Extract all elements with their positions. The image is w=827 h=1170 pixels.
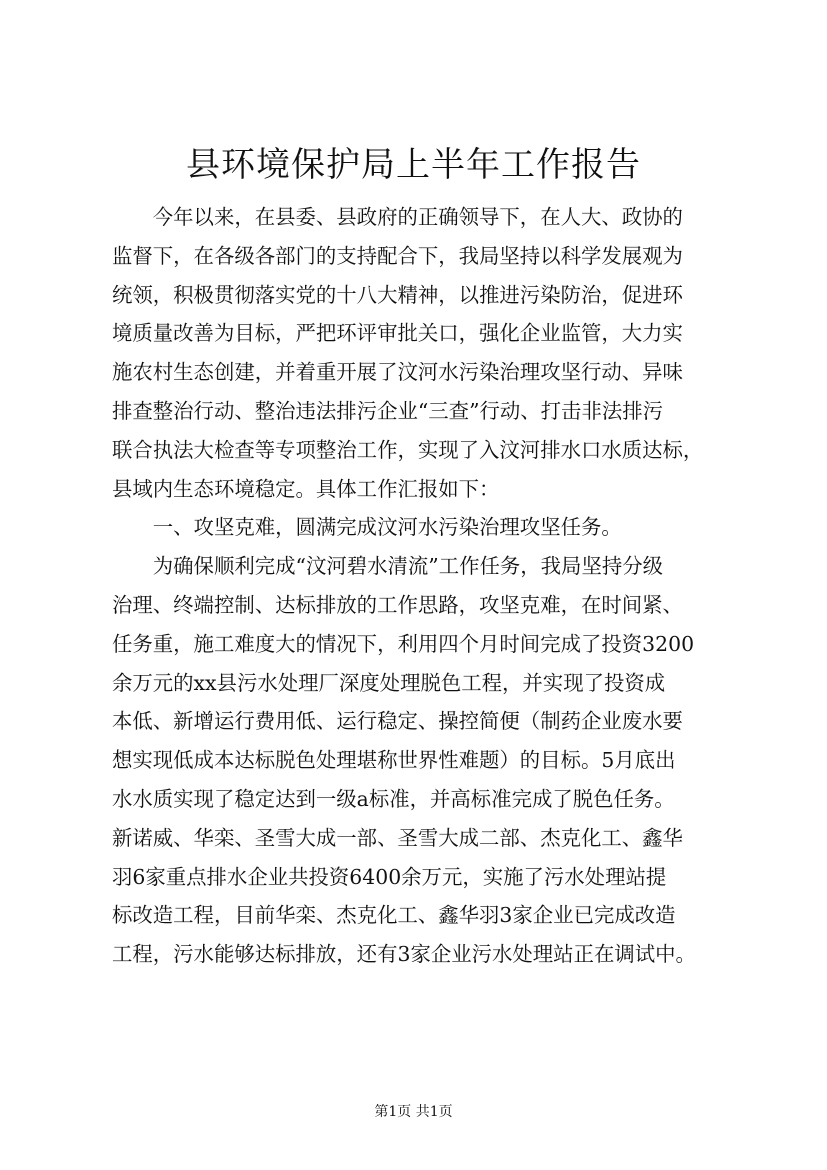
body-line: 水水质实现了稳定达到一级a标准，并高标准完成了脱色任务。 xyxy=(112,786,675,811)
body-line: 工程，污水能够达标排放，还有3家企业污水处理站正在调试中。 xyxy=(112,942,696,967)
body-line: 余万元的xx县污水处理厂深度处理脱色工程，并实现了投资成 xyxy=(112,670,666,695)
body-line: 任务重，施工难度大的情况下，利用四个月时间完成了投资3200 xyxy=(112,631,695,656)
body-line: 联合执法大检查等专项整治工作，实现了入汶河排水口水质达标， xyxy=(112,437,704,462)
body-line: 监督下，在各级各部门的支持配合下，我局坚持以科学发展观为 xyxy=(112,243,683,268)
body-line: 排查整治行动、整治违法排污企业“三查”行动、打击非法排污 xyxy=(112,398,664,423)
body-line: 境质量改善为目标，严把环评审批关口，强化企业监管，大力实 xyxy=(112,321,683,346)
body-line: 想实现低成本达标脱色处理堪称世界性难题）的目标。5月底出 xyxy=(112,748,676,773)
body-line: 统领，积极贯彻落实党的十八大精神，以推进污染防治，促进环 xyxy=(112,282,683,307)
document-body xyxy=(112,198,724,974)
body-line: 标改造工程，目前华栾、杰克化工、鑫华羽3家企业已完成改造 xyxy=(112,903,676,928)
body-line: 今年以来，在县委、县政府的正确领导下，在人大、政协的 xyxy=(112,205,683,229)
page-footer: 第1页 共1页 xyxy=(374,1104,453,1120)
document-title: 县环境保护局上半年工作报告 xyxy=(186,145,641,185)
body-line: 治理、终端控制、达标排放的工作思路，攻坚克难，在时间紧、 xyxy=(112,592,683,617)
body-line: 县域内生态环境稳定。具体工作汇报如下： xyxy=(112,476,500,501)
body-line: 新诺威、华栾、圣雪大成一部、圣雪大成二部、杰克化工、鑫华 xyxy=(112,825,683,850)
body-line: 本低、新增运行费用低、运行稳定、操控简便（制药企业废水要 xyxy=(112,709,683,734)
section-heading-line: 一、攻坚克难，圆满完成汶河水污染治理攻坚任务。 xyxy=(112,515,622,540)
body-line: 为确保顺利完成“汶河碧水清流”工作任务，我局坚持分级 xyxy=(112,554,664,579)
body-line: 施农村生态创建，并着重开展了汶河水污染治理攻坚行动、异味 xyxy=(112,360,683,385)
body-line: 羽6家重点排水企业共投资6400余万元，实施了污水处理站提 xyxy=(112,864,667,889)
